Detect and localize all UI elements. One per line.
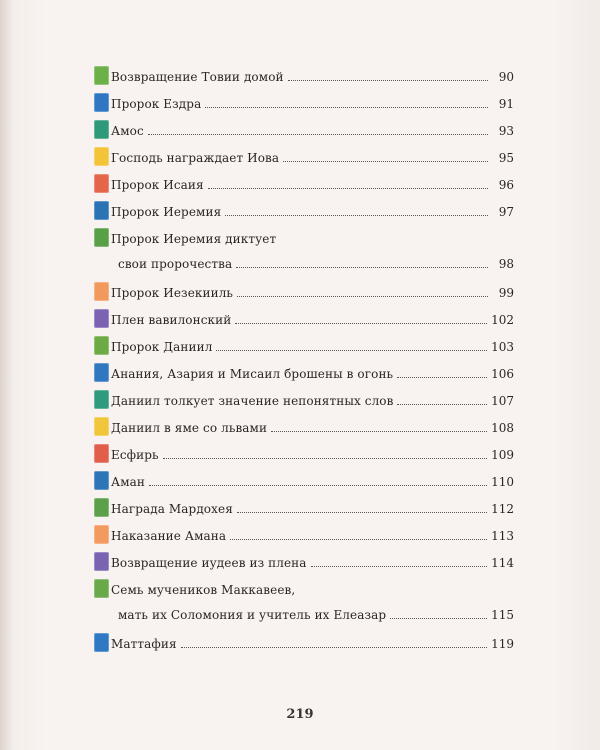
toc-entry xyxy=(94,332,514,359)
dot-leader xyxy=(236,252,488,268)
toc-entry-line xyxy=(94,494,514,521)
toc-entry-title: Даниил в яме со львами xyxy=(111,421,268,435)
illuminated-initial xyxy=(94,363,109,382)
toc-entry-title: Есфирь xyxy=(111,448,159,462)
toc-entry-title: Возвращение Товии домой xyxy=(111,70,284,84)
toc-entry-title: Пророк Иеремия диктует xyxy=(111,232,277,246)
page-fold-shadow xyxy=(0,0,14,750)
dot-leader xyxy=(390,603,487,619)
toc-entry-page: 93 xyxy=(498,124,514,138)
toc-entry xyxy=(94,386,514,413)
toc-entry-title: Пророк Даниил xyxy=(111,340,213,354)
toc-entry-line xyxy=(94,116,514,143)
toc-entry-page: 113 xyxy=(491,529,514,543)
dot-leader xyxy=(205,92,488,108)
toc-entry-page: 107 xyxy=(491,394,514,408)
illuminated-initial xyxy=(94,66,109,85)
dot-leader xyxy=(148,119,488,135)
toc-entry xyxy=(94,170,514,197)
toc-entry-page: 110 xyxy=(491,475,514,489)
toc-entry-line-continuation xyxy=(94,602,514,629)
toc-entry-title: Наказание Амана xyxy=(111,529,227,543)
toc-entry-title: Возвращение иудеев из плена xyxy=(111,556,307,570)
dot-leader xyxy=(283,146,488,162)
toc-entry-line xyxy=(94,197,514,224)
toc-entry-title: Маттафия xyxy=(111,637,177,651)
dot-leader xyxy=(208,173,488,189)
toc-entry xyxy=(94,116,514,143)
toc-entry-line xyxy=(94,143,514,170)
toc-entry xyxy=(94,197,514,224)
toc-entry xyxy=(94,413,514,440)
toc-entry-title: Пророк Иезекииль xyxy=(111,286,234,300)
toc-entry-page: 106 xyxy=(491,367,514,381)
toc-entry-title: Награда Мардохея xyxy=(111,502,233,516)
dot-leader xyxy=(237,497,487,513)
toc-entry-line xyxy=(94,278,514,305)
toc-entry xyxy=(94,143,514,170)
illuminated-initial xyxy=(94,498,109,517)
dot-leader xyxy=(149,470,487,486)
toc-entry-page: 115 xyxy=(491,608,514,622)
toc-entry-page: 114 xyxy=(491,556,514,570)
illuminated-initial xyxy=(94,201,109,220)
toc-entry-page: 97 xyxy=(498,205,514,219)
toc-entry-line xyxy=(94,521,514,548)
dot-leader xyxy=(271,416,487,432)
toc-entry-page: 98 xyxy=(498,257,514,271)
illuminated-initial xyxy=(94,552,109,571)
dot-leader xyxy=(163,443,487,459)
illuminated-initial xyxy=(94,174,109,193)
toc-entry-line xyxy=(94,332,514,359)
toc-entry-line xyxy=(94,440,514,467)
toc-entry xyxy=(94,224,514,278)
toc-entry xyxy=(94,62,514,89)
illuminated-initial xyxy=(94,336,109,355)
toc-entry xyxy=(94,278,514,305)
toc-entry-line xyxy=(94,548,514,575)
toc-entry-title: Анания, Азария и Мисаил брошены в огонь xyxy=(111,367,394,381)
toc-entry-line xyxy=(94,629,514,656)
toc-entry-title: Амос xyxy=(111,124,144,138)
toc-entry-line-continuation xyxy=(94,251,514,278)
illuminated-initial xyxy=(94,147,109,166)
illuminated-initial xyxy=(94,93,109,112)
toc-entry-line xyxy=(94,413,514,440)
toc-entry-title: Пророк Исаия xyxy=(111,178,204,192)
toc-entry xyxy=(94,359,514,386)
toc-entry-line xyxy=(94,89,514,116)
illuminated-initial xyxy=(94,444,109,463)
toc-entry-page: 95 xyxy=(498,151,514,165)
toc-entry-page: 109 xyxy=(491,448,514,462)
illuminated-initial xyxy=(94,471,109,490)
dot-leader xyxy=(181,632,487,648)
toc-entry-page: 96 xyxy=(498,178,514,192)
toc-entry-line xyxy=(94,467,514,494)
toc-entry-title: Аман xyxy=(111,475,145,489)
toc-entry-title-continuation: мать их Соломония и учитель их Елеазар xyxy=(118,608,387,622)
dot-leader xyxy=(311,551,488,567)
toc-entry-page: 91 xyxy=(498,97,514,111)
toc-entry xyxy=(94,305,514,332)
dot-leader xyxy=(237,281,488,297)
toc-entry-page: 103 xyxy=(491,340,514,354)
toc-entry-line xyxy=(94,224,514,251)
toc-entry-line xyxy=(94,305,514,332)
toc-entry-line xyxy=(94,62,514,89)
toc-entry-title-continuation: свои пророчества xyxy=(118,257,233,271)
toc-entry-title: Пророк Ездра xyxy=(111,97,202,111)
table-of-contents xyxy=(94,62,514,656)
toc-entry-title: Даниил толкует значение непонятных слов xyxy=(111,394,394,408)
toc-entry xyxy=(94,548,514,575)
toc-entry-title: Плен вавилонский xyxy=(111,313,232,327)
dot-leader xyxy=(397,389,487,405)
toc-entry-page: 102 xyxy=(491,313,514,327)
toc-entry-page: 108 xyxy=(491,421,514,435)
toc-entry-page: 119 xyxy=(491,637,514,651)
toc-entry xyxy=(94,494,514,521)
toc-entry-line xyxy=(94,170,514,197)
illuminated-initial xyxy=(94,309,109,328)
toc-entry-page: 99 xyxy=(498,286,514,300)
toc-entry-page: 112 xyxy=(491,502,514,516)
dot-leader xyxy=(230,524,487,540)
toc-entry-title: Семь мучеников Маккавеев, xyxy=(111,583,296,597)
page-number: 219 xyxy=(286,707,314,722)
toc-entry xyxy=(94,575,514,629)
toc-entry xyxy=(94,467,514,494)
illuminated-initial xyxy=(94,633,109,652)
dot-leader xyxy=(216,335,487,351)
dot-leader xyxy=(288,65,488,81)
toc-entry xyxy=(94,521,514,548)
toc-entry-line xyxy=(94,359,514,386)
toc-entry-title: Пророк Иеремия xyxy=(111,205,222,219)
toc-entry xyxy=(94,440,514,467)
toc-entry xyxy=(94,629,514,656)
toc-entry-line xyxy=(94,575,514,602)
illuminated-initial xyxy=(94,282,109,301)
illuminated-initial xyxy=(94,525,109,544)
dot-leader xyxy=(235,308,487,324)
toc-entry-title: Господь награждает Иова xyxy=(111,151,280,165)
illuminated-initial xyxy=(94,228,109,247)
toc-entry xyxy=(94,89,514,116)
toc-entry-line xyxy=(94,386,514,413)
illuminated-initial xyxy=(94,120,109,139)
illuminated-initial xyxy=(94,417,109,436)
toc-entry-page: 90 xyxy=(498,70,514,84)
dot-leader xyxy=(397,362,487,378)
illuminated-initial xyxy=(94,579,109,598)
dot-leader xyxy=(225,200,488,216)
illuminated-initial xyxy=(94,390,109,409)
